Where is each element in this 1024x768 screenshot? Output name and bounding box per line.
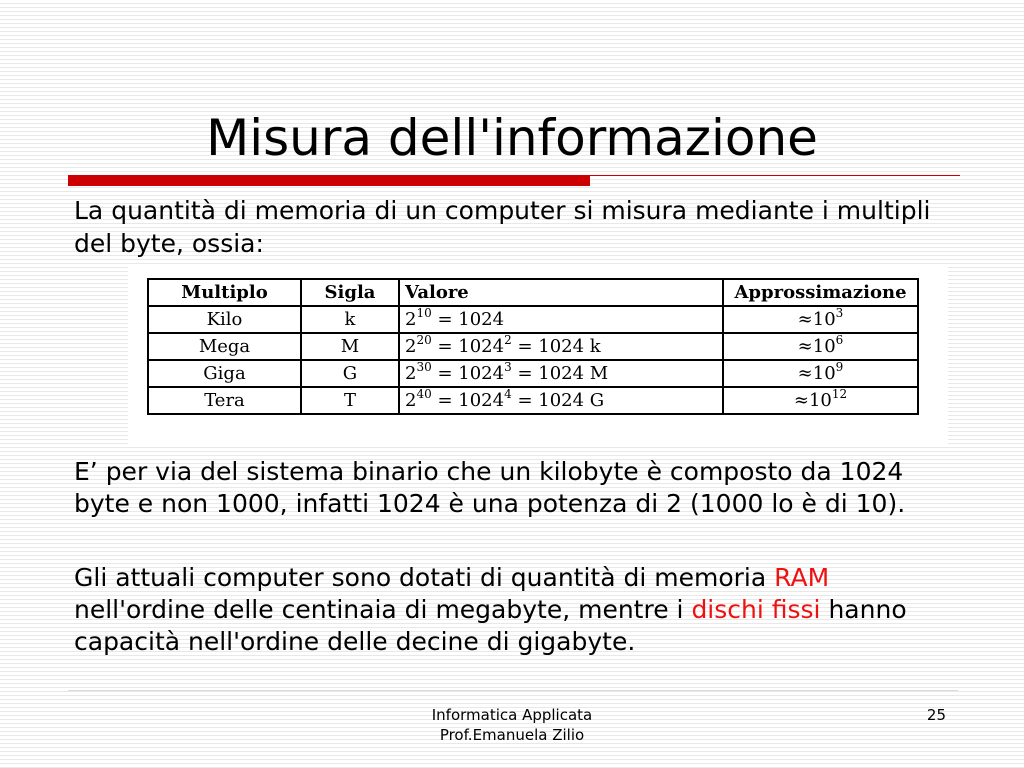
- cell-multiplo: Mega: [148, 333, 301, 360]
- footer-professor: Prof.Emanuela Zilio: [439, 726, 585, 744]
- intro-text: La quantità di memoria di un computer si misura mediante i multipli del byte, ossia:: [74, 196, 931, 258]
- cell-valore: $2^{40} = 1024^4 = 1024$ G: [399, 387, 723, 414]
- cell-valore: $2^{20} = 1024^2 = 1024$ k: [399, 333, 723, 360]
- cell-approssimazione: $\approx 10^9$: [723, 360, 918, 387]
- memory-paragraph: Gli attuali computer sono dotati di quantità di memoria RAM nell'ordine delle centinaia di megabyte, mentre i dischi fissi hanno capacità nell'ordine delle decine di gigabyte.: [74, 563, 907, 656]
- cell-approssimazione: $\approx 10^{12}$: [723, 387, 918, 414]
- title-underline-thin: [590, 175, 960, 176]
- table-row: [148, 387, 918, 414]
- table-row: [148, 360, 918, 387]
- table-row: [148, 333, 918, 360]
- header-multiplo: Multiplo: [148, 279, 301, 306]
- header-valore: Valore: [399, 279, 723, 306]
- ram-highlight: RAM: [774, 563, 830, 592]
- title-underline-red: [68, 175, 590, 186]
- cell-approssimazione: $\approx 10^6$: [723, 333, 918, 360]
- binary-explanation-text: E’ per via del sistema binario che un kilobyte è composto da 1024 byte e non 1000, infatti 1024 è una potenza di 2 (1000 lo è di 10).: [74, 457, 906, 518]
- cell-multiplo: Giga: [148, 360, 301, 387]
- multiples-table: [147, 278, 919, 415]
- header-approssimazione: Approssimazione: [723, 279, 918, 306]
- cell-sigla: k: [301, 306, 399, 333]
- cell-sigla: T: [301, 387, 399, 414]
- table-row: [148, 306, 918, 333]
- dischi-fissi-highlight: dischi fissi: [691, 595, 821, 624]
- cell-valore: $2^{30} = 1024^3 = 1024$ M: [399, 360, 723, 387]
- table-header-row: [148, 279, 918, 306]
- header-sigla: Sigla: [301, 279, 399, 306]
- cell-multiplo: Tera: [148, 387, 301, 414]
- cell-sigla: M: [301, 333, 399, 360]
- slide-title: Misura dell'informazione: [206, 108, 818, 167]
- cell-sigla: G: [301, 360, 399, 387]
- cell-multiplo: Kilo: [148, 306, 301, 333]
- cell-valore: $2^{10} = 1024$: [399, 306, 723, 333]
- page-number: 25: [926, 706, 946, 724]
- cell-approssimazione: $\approx 10^3$: [723, 306, 918, 333]
- footer-course: [362, 705, 662, 745]
- table-image: [128, 266, 948, 446]
- footer-divider: [68, 690, 958, 691]
- footer-course-name: Informatica Applicata: [431, 706, 593, 724]
